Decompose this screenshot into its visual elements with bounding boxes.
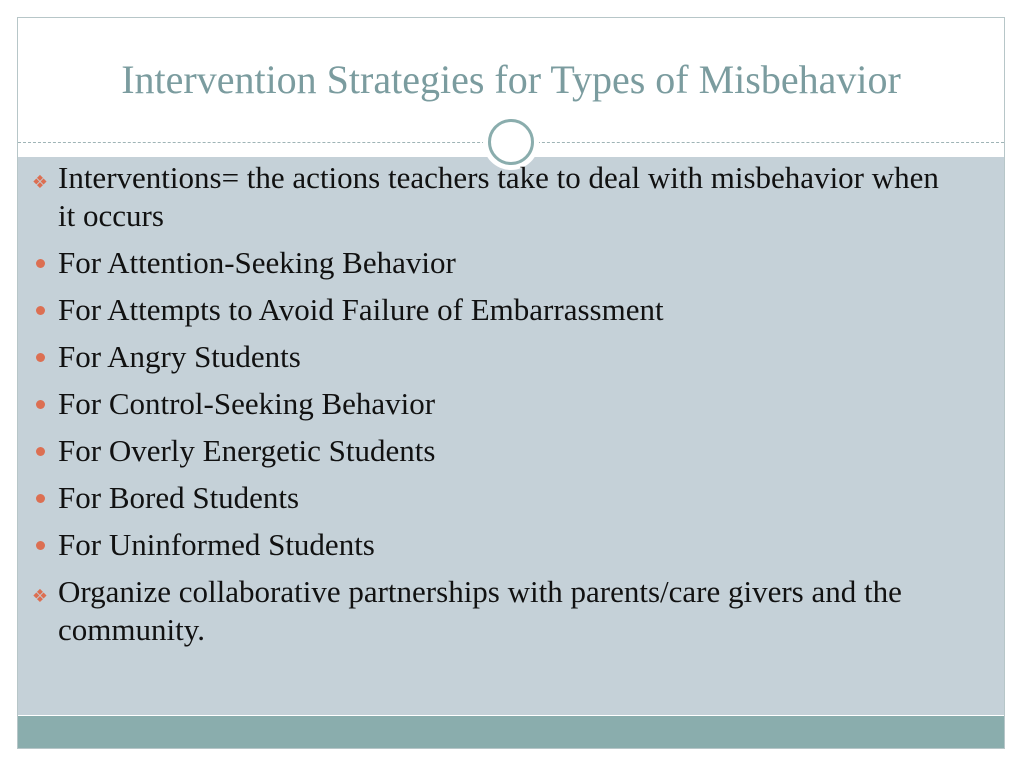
diamond-bullet-icon: ❖ [31,586,49,607]
bullet-item [28,244,958,282]
dot-bullet-icon [28,244,52,282]
dot-bullet-icon [28,338,52,376]
diamond-bullet-icon: ❖ [31,172,49,193]
bullet-item [28,338,958,376]
slide-title: Intervention Strategies for Types of Misbehavior [121,57,901,102]
bullet-text: For Uninformed Students [58,527,375,562]
dot-bullet-icon [28,479,52,517]
bullet-text: For Angry Students [58,339,301,374]
dot-bullet-icon [28,432,52,470]
bullet-item [28,526,958,564]
dot-bullet-icon [28,385,52,423]
bullet-text: For Control-Seeking Behavior [58,386,436,421]
bullet-text: Organize collaborative partnerships with parents/care givers and the community. [58,574,902,647]
footer-band [18,716,1004,749]
bullet-item [28,291,958,329]
bullet-text: For Attention-Seeking Behavior [58,245,456,280]
bullet-text: For Overly Energetic Students [58,433,436,468]
bullet-list [28,159,958,658]
bullet-item [28,159,958,235]
bullet-item [28,432,958,470]
dot-bullet-icon [28,291,52,329]
bullet-text: For Bored Students [58,480,300,515]
dot-bullet-icon [28,526,52,564]
bullet-text: Interventions= the actions teachers take to deal with misbehavior when it occurs [58,160,939,233]
bullet-item [28,573,958,649]
bullet-item [28,385,958,423]
bullet-item [28,479,958,517]
bullet-text: For Attempts to Avoid Failure of Embarrassment [58,292,664,327]
